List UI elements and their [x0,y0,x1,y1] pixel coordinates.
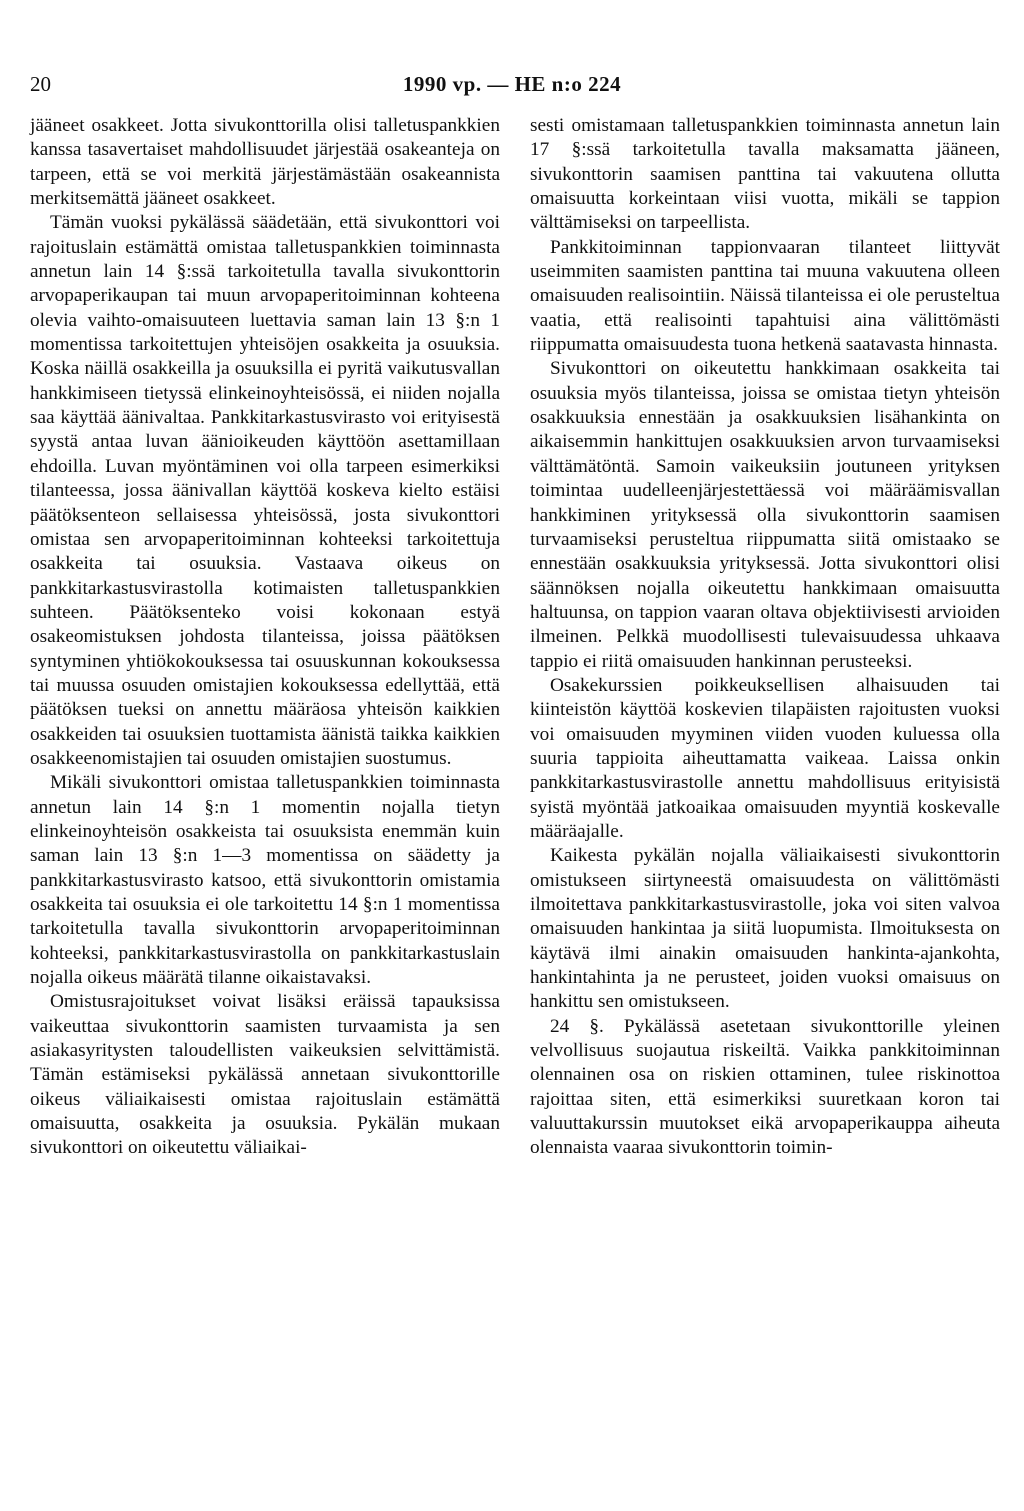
paragraph: Tämän vuoksi pykälässä säädetään, että sivukonttori voi rajoituslain estämättä omistaa talletuspankkien toiminnasta annetun lain 14 §:ssä tarkoitetulla tavalla sivukonttorin arvopaperikaupan tai muun arvopaperitoiminnan kohteena olevia vaihto-omaisuuteen luettavia saman lain 13 §:n 1 momentissa tarkoitettujen yhteisöjen osakkeita ja osuuksia. Koska näillä osakkeilla ja osuuksilla ei pyritä vaikutusvallan hankkimiseen tietyssä elinkeinoyhteisössä, ei niiden nojalla saa käyttää äänivaltaa. Pankkitarkastusvirasto voi erityisestä syystä antaa luvan äänioikeuden käyttöön asettamillaan ehdoilla. Luvan myöntäminen voi olla tarpeen esimerkiksi tilanteessa, jossa äänivallan käyttöä koskeva kielto estäisi päätöksenteon sellaisessa yhteisössä, josta sivukonttori omistaa sen arvopaperitoiminnan kohteeksi tarkoitettuja osakkeita tai osuuksia. Vastaava oikeus on pankkitarkastusvirastolla kotimaisten talletuspankkien suhteen. Päätöksenteko voisi kokonaan estyä osakeomistuksen johdosta tilanteissa, joissa päätöksen syntyminen yhtiökokouksessa tai osuuskunnan kokouksessa tai muussa osuuden omistajien kokouksessa edellyttää, että päätöksen tueksi on annettu määräosa yhteisön kaikkien osakkeiden tai osuuksien tuottamista äänistä taikka kaikkien osakkeenomistajien tai osuuden omistajien suostumus. [30,212,500,769]
paragraph: Kaikesta pykälän nojalla väliaikaisesti sivukonttorin omistukseen siirtyneestä omaisuudesta on välittömästi ilmoitettava pankkitarkastusvirastolle, joka voi siten valvoa omaisuuden hankintaa ja siitä luopumista. Ilmoituksesta on käytävä ilmi ainakin omaisuuden hankinta-ajankohta, hankintahinta ja ne perusteet, joiden vuoksi omaisuus on hankittu sen omistukseen. [530,845,1000,1013]
paragraph: Sivukonttori on oikeutettu hankkimaan osakkeita tai osuuksia myös tilanteissa, joissa se omistaa tietyn yhteisön osakkuuksia ennestään ja osakkuuksien lisähankinta on aikaisemmin hankittujen osakkuuksien arvon turvaamiseksi välttämätöntä. Samoin vaikeuksiin joutuneen yrityksen toimintaa uudelleenjärjestettäessä voi määräämisvallan hankkiminen yrityksessä olla sivukonttorin saamisen turvaamiseksi perusteltua riippumatta siitä omistaako se ennestään osakkuuksia yrityksessä. Jotta sivukonttori olisi säännöksen nojalla oikeutettu hankkimaan omaisuutta haltuunsa, on tappion vaaran oltava objektiivisesti arvioiden ilmeinen. Pelkkä muodollisesti tulevaisuudessa uhkaava tappio ei riitä omaisuuden hankinnan perusteeksi. [530,358,1000,672]
paragraph: Pankkitoiminnan tappionvaaran tilanteet liittyvät useimmiten saamisten panttina tai muuna vakuutena olleen omaisuuden realisointiin. Näissä tilanteissa ei ole perusteltua vaatia, että realisointi tapahtuisi aina välittömästi riippumatta omaisuudesta tuona hetkenä saatavasta hinnasta. [530,236,1000,356]
left-column [30,114,500,1161]
page-header [30,72,994,102]
running-title: 1990 vp. — HE n:o 224 [402,72,622,96]
paragraph: jääneet osakkeet. Jotta sivukonttorilla olisi talletuspankkien kanssa tasavertaiset mahdollisuudet järjestää osakeanteja on tarpeen, että se voi merkitä järjestämästään osakeannista merkitsemättä jääneet osakkeet. [30,115,500,210]
paragraph: sesti omistamaan talletuspankkien toiminnasta annetun lain 17 §:ssä tarkoitetulla tavalla maksamatta jääneen, sivukonttorin saamisen panttina tai vakuutena ollutta omaisuutta korkeintaan viisi vuotta, mikäli se tappion välttämiseksi on tarpeellista. [530,115,1000,234]
paragraph: 24 §. Pykälässä asetetaan sivukonttorille yleinen velvollisuus suojautua riskeiltä. Vaikka pankkitoiminnan olennainen osa on riskien ottaminen, tulee riskinottoa rajoittaa siten, että esimerkiksi suuretkaan koron tai valuuttakurssin muutokset eikä arvopaperikauppa aiheuta olennaista vaaraa sivukonttorin toimin- [530,1015,1000,1159]
page-number: 20 [30,72,51,96]
paragraph: Osakekurssien poikkeuksellisen alhaisuuden tai kiinteistön käyttöä koskevien tilapäisten rajoitusten vuoksi voi omaisuuden myyminen viiden vuoden kuluessa olla suuria tappioita aiheuttamatta vaikeaa. Laissa onkin pankkitarkastusvirastolle annettu mahdollisuus erityisistä syistä myöntää jatkoaikaa omaisuuden myyntiä koskevalle määräajalle. [530,674,1000,842]
paragraph: Omistusrajoitukset voivat lisäksi eräissä tapauksissa vaikeuttaa sivukonttorin saamisten turvaamista ja sen asiakasyritysten taloudellisten vaikeuksien selvittämistä. Tämän estämiseksi pykälässä annetaan sivukonttorille oikeus väliaikaisesti omistaa rajoituslain estämättä omaisuutta, osakkeita ja osuuksia. Pykälän mukaan sivukonttori on oikeutettu väliaikai- [30,991,500,1159]
right-column [530,114,1000,1161]
paragraph: Mikäli sivukonttori omistaa talletuspankkien toiminnasta annetun lain 14 §:n 1 momentin nojalla tietyn elinkeinoyhteisön osakkeista tai osuuksista enemmän kuin saman lain 13 §:n 1—3 momentissa on säädetty ja pankkitarkastusvirasto katsoo, että sivukonttorin omistamia osakkeita tai osuuksia ei ole tarkoitettu 14 §:n 1 momentissa tarkoitetulla tavalla sivukonttorin arvopaperitoiminnan kohteeksi, pankkitarkastusvirastolla on pankkitarkastuslain nojalla oikeus määrätä tilanne oikaistavaksi. [30,772,500,989]
